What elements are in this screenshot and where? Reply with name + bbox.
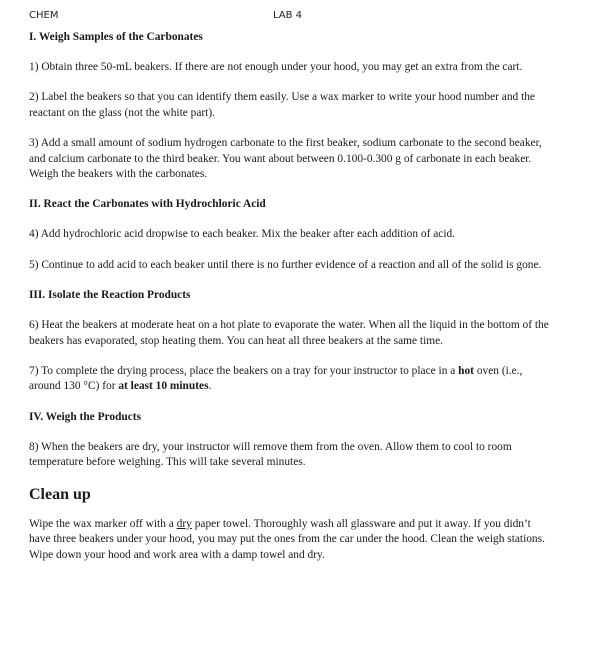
step-7-bold-hot: hot: [458, 365, 474, 378]
header-lab-number: LAB 4: [273, 10, 303, 21]
section-heading-react: II. React the Carbonates with Hydrochloric Acid: [29, 198, 266, 211]
step-8: 8) When the beakers are dry, your instructor will remove them from the oven. Allow them to cool to room temperature before weighing. This will take several minutes.: [29, 440, 512, 469]
cleanup-text-post: paper towel. Thoroughly wash all glassware and put it away. If you didn’t have three beakers under your hood, you may put the ones from the car under the hood. Clean the weigh stations. Wipe down your hood and work area with a damp towel and dry.: [29, 517, 545, 561]
step-7-text-pre: 7) To complete the drying process, place the beakers on a tray for your instructor to place in a: [29, 365, 459, 378]
step-7-text-post: .: [208, 380, 212, 393]
header-course: CHEM: [29, 10, 59, 21]
step-7: [29, 364, 549, 395]
cleanup-text: [29, 517, 549, 563]
cleanup-text-pre: Wipe the wax marker off with a: [29, 517, 177, 530]
step-7-bold-duration: at least 10 minutes: [118, 380, 209, 393]
cleanup-underlined-dry: dry: [176, 517, 192, 530]
cleanup-heading: Clean up: [29, 485, 91, 503]
step-5: 5) Continue to add acid to each beaker until there is no further evidence of a reaction and all of the solid is gone.: [29, 258, 542, 271]
section-heading-isolate: III. Isolate the Reaction Products: [29, 289, 191, 302]
step-7-text-mid: oven (i.e., around 130 °C) for: [29, 365, 523, 393]
document-body: [29, 30, 549, 563]
section-heading-weigh-samples: I. Weigh Samples of the Carbonates: [29, 31, 203, 43]
step-1: 1) Obtain three 50-mL beakers. If there are not enough under your hood, you may get an extra from the cart.: [29, 61, 523, 73]
step-3: 3) Add a small amount of sodium hydrogen carbonate to the first beaker, sodium carbonate to the second beaker, and calcium carbonate to the third beaker. You want about between 0.100-0.300 g of carbonate in each beaker. Weigh the beakers with the carbonates.: [29, 137, 542, 181]
step-6: 6) Heat the beakers at moderate heat on a hot plate to evaporate the water. When all the liquid in the bottom of the beakers has evaporated, stop heating them. You can heat all three beakers at the same time.: [29, 319, 549, 347]
step-4: 4) Add hydrochloric acid dropwise to each beaker. Mix the beaker after each addition of acid.: [29, 228, 456, 241]
section-heading-weigh-products: IV. Weigh the Products: [29, 410, 142, 423]
step-2: 2) Label the beakers so that you can identify them easily. Use a wax marker to write your hood number and the reactant on the glass (not the white part).: [29, 91, 535, 119]
